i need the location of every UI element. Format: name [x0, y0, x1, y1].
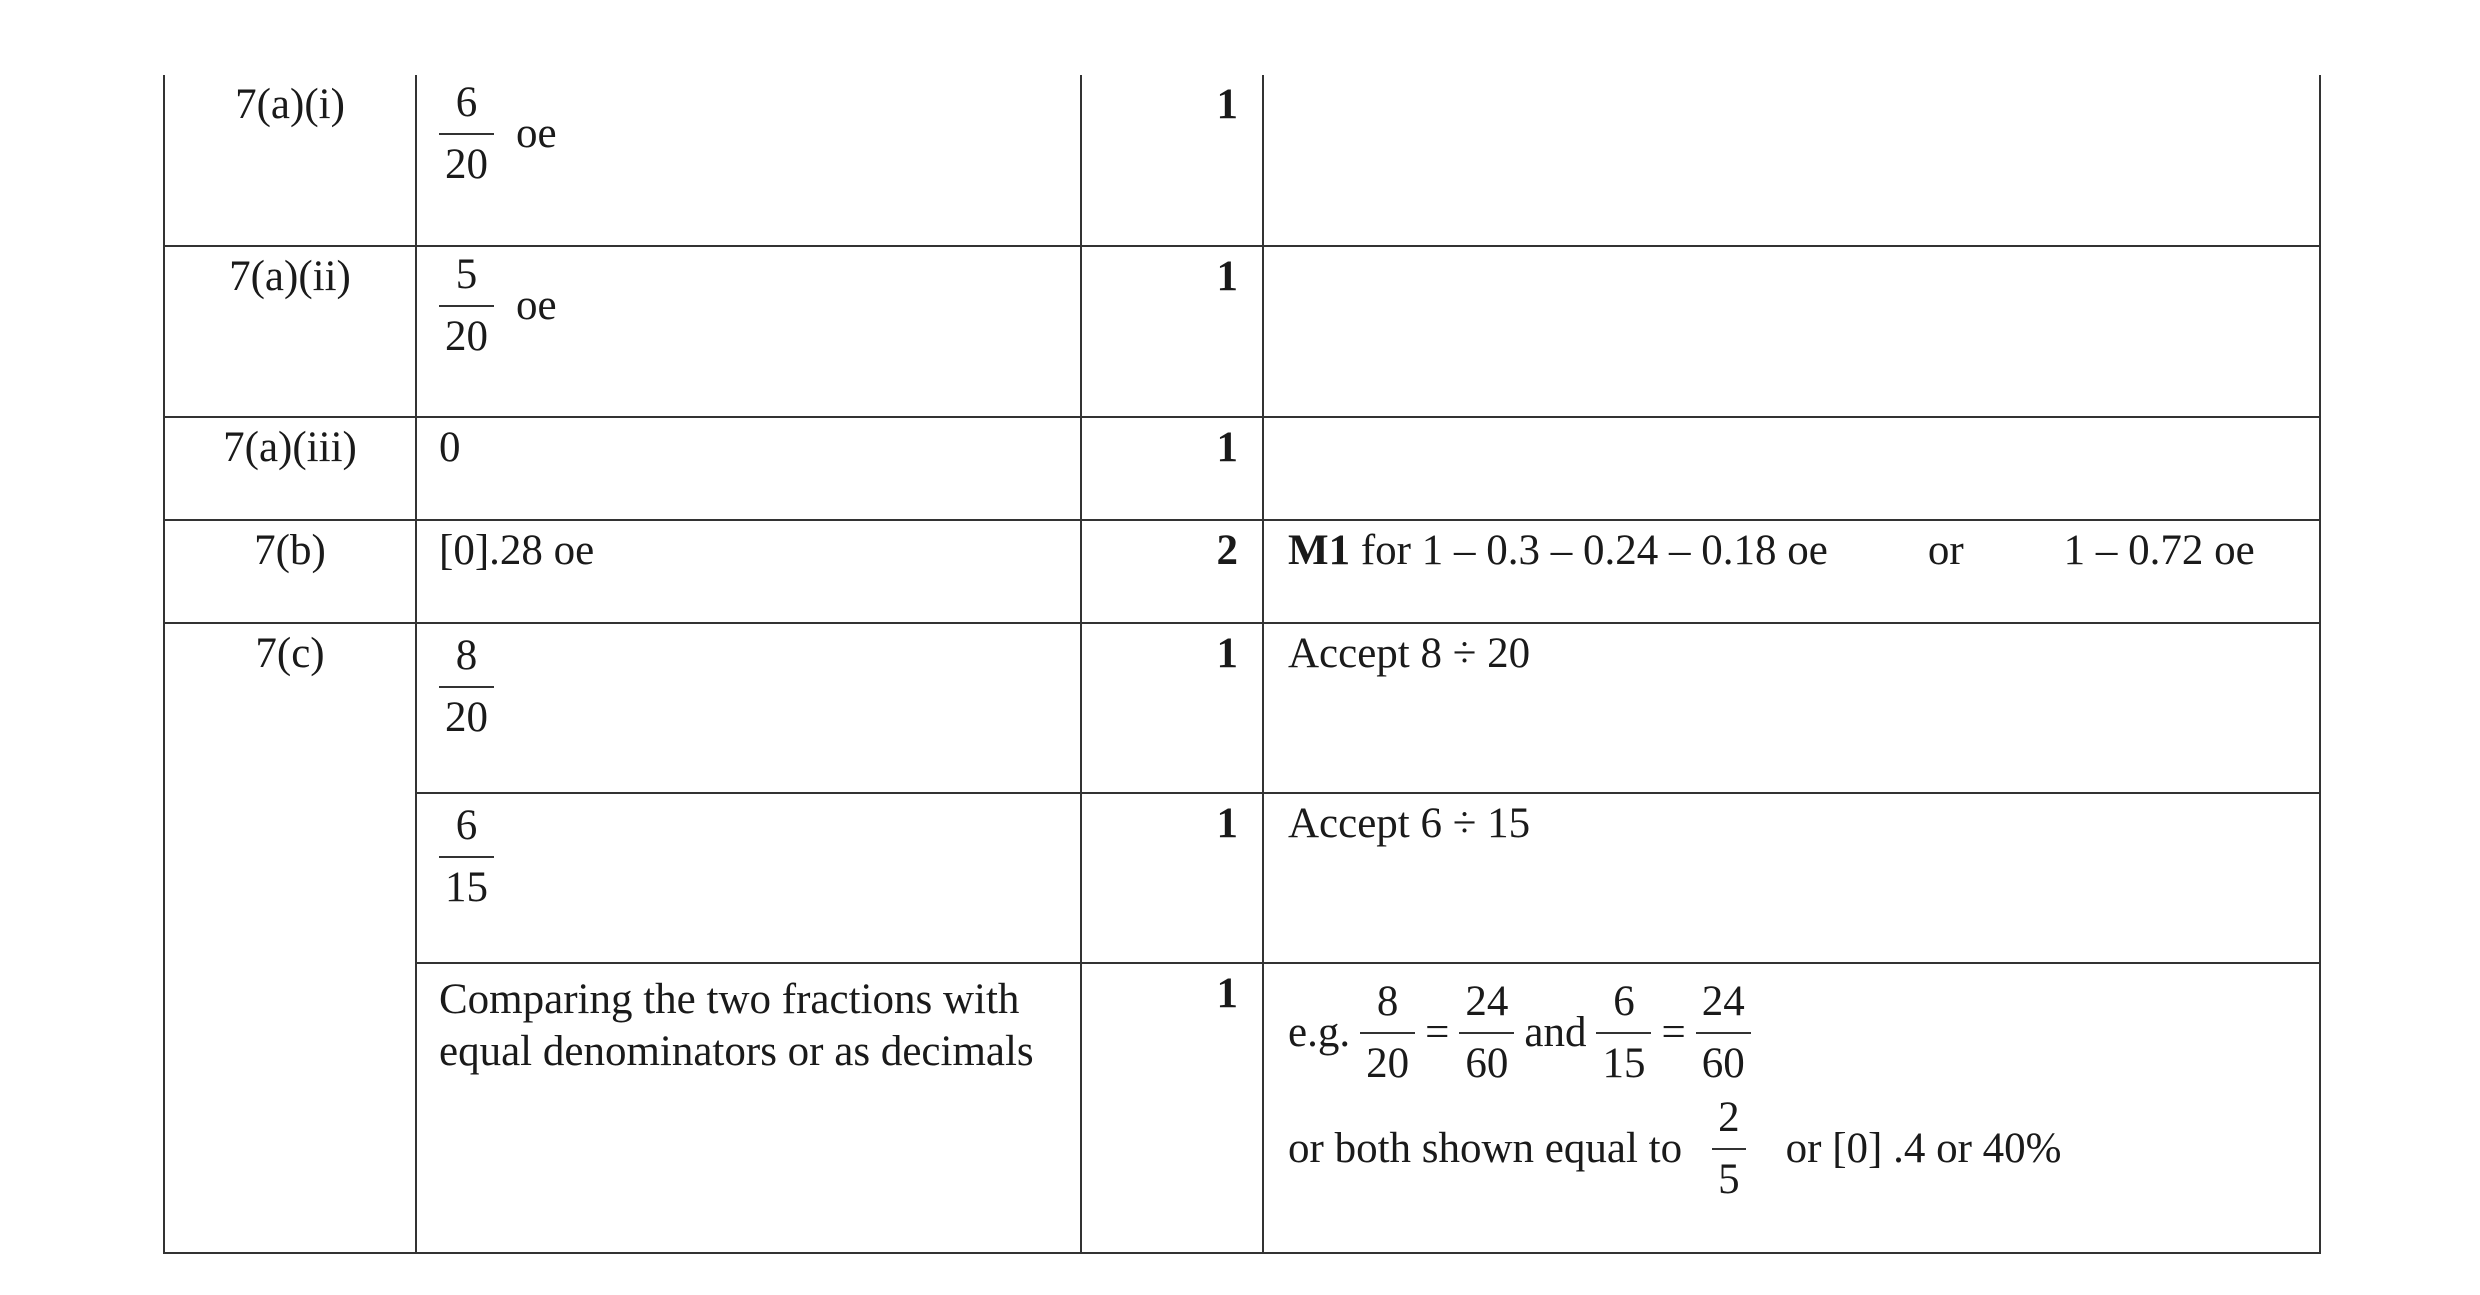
mark-cell: 1 [1081, 963, 1263, 1253]
fraction: $\frac{5}{20}$ [439, 251, 494, 361]
guidance-cell [1263, 75, 2320, 246]
guidance-cell: Accept 8 ÷ 20 [1263, 623, 2320, 793]
mark-cell: 1 [1081, 417, 1263, 520]
table-row [164, 417, 2320, 520]
mark-cell: 2 [1081, 520, 1263, 623]
method-mark: M1 [1288, 527, 1351, 574]
table-row [164, 963, 2320, 1253]
table-row [164, 520, 2320, 623]
mark-cell: 1 [1081, 793, 1263, 963]
answer-cell [416, 623, 1081, 793]
part-label: 7(b) [164, 520, 416, 623]
part-label: 7(a)(ii) [164, 246, 416, 417]
mark-cell: 1 [1081, 75, 1263, 246]
part-label: 7(a)(iii) [164, 417, 416, 520]
fraction: $\frac{6}{20}$ [439, 79, 494, 189]
guidance-cell: Accept 6 ÷ 15 [1263, 793, 2320, 963]
answer-cell: [0].28 oe [416, 520, 1081, 623]
fraction: $\frac{6}{15}$ [439, 802, 494, 912]
fraction: $\frac{8}{20}$ [1360, 978, 1415, 1088]
part-label: 7(c) [164, 623, 416, 1253]
answer-cell: Comparing the two fractions with equal denominators or as decimals [416, 963, 1081, 1253]
guidance-cell [1263, 963, 2320, 1253]
guidance-cell [1263, 417, 2320, 520]
answer-cell: $\frac{6}{20}$ oe [416, 75, 1081, 246]
answer-cell [416, 793, 1081, 963]
part-label: 7(a)(i) [164, 75, 416, 246]
table-row [164, 793, 2320, 963]
fraction: $\frac{24}{60}$ [1696, 978, 1751, 1088]
table-row [164, 623, 2320, 793]
mark-cell: 1 [1081, 246, 1263, 417]
answer-cell: 0 [416, 417, 1081, 520]
fraction: $\frac{24}{60}$ [1459, 978, 1514, 1088]
table-row [164, 75, 2320, 246]
equivalent-forms: or both shown equal to $\frac{2}{5}$ or [0] .4 or 40% [1288, 1094, 2062, 1203]
fraction: $\frac{8}{20}$ [439, 632, 494, 742]
fraction: $\frac{2}{5}$ [1712, 1094, 1746, 1204]
table-row [164, 246, 2320, 417]
mark-cell: 1 [1081, 623, 1263, 793]
guidance-cell: M1 for 1 – 0.3 – 0.24 – 0.18 oe or 1 – 0.72 oe [1263, 520, 2320, 623]
worked-example: e.g. $\frac{8}{20}$ = $\frac{24}{60}$ and $\frac{6}{15}$ = $\frac{24}{60}$ [1288, 978, 2299, 1088]
guidance-cell [1263, 246, 2320, 417]
fraction: $\frac{6}{15}$ [1596, 978, 1651, 1088]
answer-cell: $\frac{5}{20}$ oe [416, 246, 1081, 417]
mark-scheme-table [163, 75, 2321, 1254]
